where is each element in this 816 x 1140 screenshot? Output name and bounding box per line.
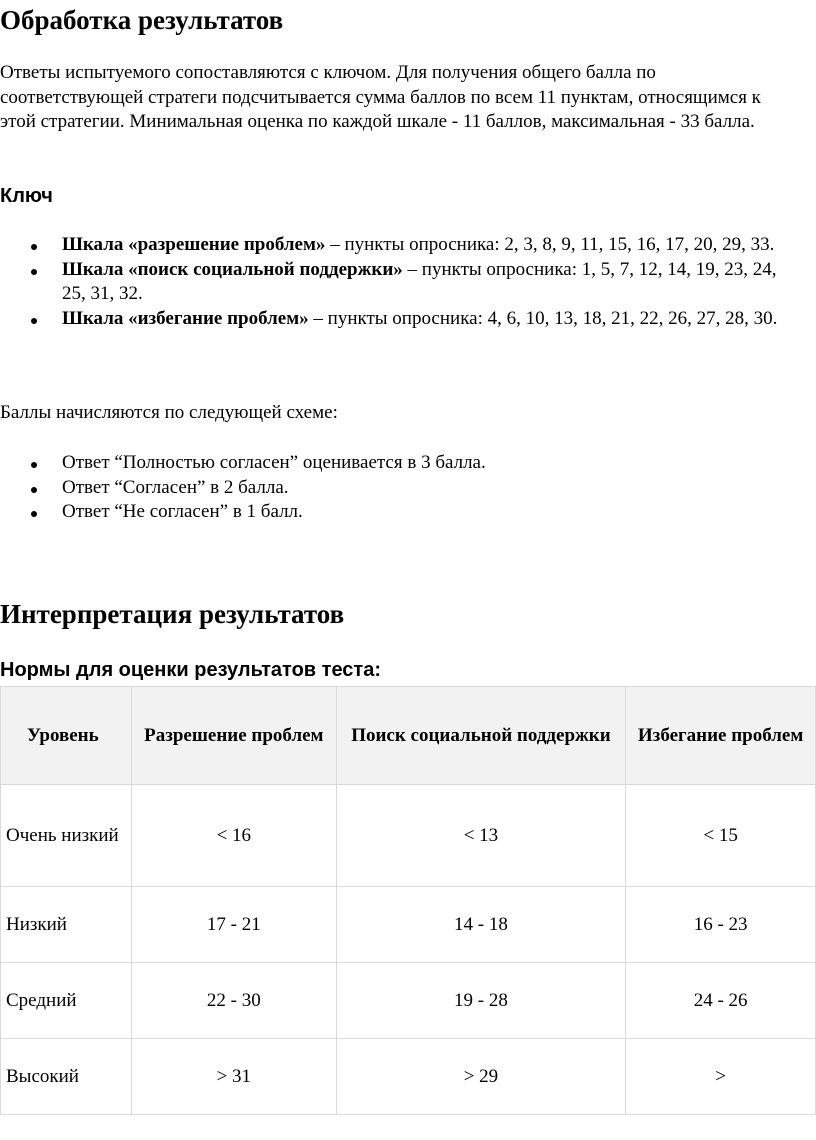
value-cell: 19 - 28 [336,963,626,1039]
scale-items: – пункты опросника: 2, 3, 8, 9, 11, 15, 16, 17, 20, 29, 33. [325,234,775,255]
value-cell: > 31 [131,1039,336,1115]
value-cell: < 16 [131,785,336,887]
value-cell: < 15 [626,785,816,887]
bullet-icon [31,462,37,468]
column-header-level: Уровень [1,687,132,785]
scale-name: Шкала «избегание проблем» [62,307,309,329]
level-cell: Очень низкий [1,785,132,887]
bullet-icon [31,511,37,517]
value-cell: > 29 [336,1039,626,1115]
bullet-icon [31,244,37,250]
scale-name: Шкала «разрешение проблем» [62,234,326,255]
scale-name: Шкала «поиск социальной поддержки» [62,258,403,280]
value-cell: 16 - 23 [626,887,816,963]
bullet-icon [31,487,37,493]
value-cell: 17 - 21 [131,887,336,963]
key-list-item [0,233,797,258]
key-list [0,233,816,331]
level-cell: Низкий [1,887,132,963]
scoring-list-item [0,500,797,525]
norms-heading: Нормы для оценки результатов теста: [0,659,382,681]
norms-table [0,686,816,1115]
processing-intro-paragraph: Ответы испытуемого сопоставляются с ключом. Для получения общего балла по соответствующей стратеги подсчитывается сумма баллов по всем 11 пунктам, относящимся к этой стратегии. Минимальная оценка по каждой шкале - 11 баллов, максимальная - 33 балла. [0,62,761,132]
value-cell: < 13 [336,785,626,887]
scoring-list [0,451,816,525]
value-cell: > [626,1039,816,1115]
table-row [1,887,816,963]
scoring-item-text: Ответ “Не согласен” в 1 балл. [62,501,303,522]
table-row [1,963,816,1039]
column-header-problem-solving: Разрешение проблем [131,687,336,785]
key-heading: Ключ [0,185,53,207]
table-header-row [1,687,816,785]
value-cell: 22 - 30 [131,963,336,1039]
bullet-icon [31,269,37,275]
scoring-list-item [0,451,797,476]
value-cell: 14 - 18 [336,887,626,963]
column-header-avoidance: Избегание проблем [626,687,816,785]
bullet-icon [31,318,37,324]
processing-heading: Обработка результатов [0,5,284,35]
level-cell: Средний [1,963,132,1039]
key-list-item [0,258,797,307]
table-row [1,1039,816,1115]
scoring-intro-paragraph: Баллы начисляются по следующей схеме: [0,402,338,423]
table-row [1,785,816,887]
scoring-item-text: Ответ “Полностью согласен” оценивается в 3 балла. [62,452,486,473]
level-cell: Высокий [1,1039,132,1115]
scale-items: – пункты опросника: 1, 5, 7, 12, 14, 19, 23, 24, 25, 31, 32. [62,258,777,304]
interpretation-heading: Интерпретация результатов [0,599,345,629]
scale-items: – пункты опросника: 4, 6, 10, 13, 18, 21, 22, 26, 27, 28, 30. [308,307,778,329]
column-header-social-support: Поиск социальной поддержки [336,687,626,785]
key-list-item [0,307,797,332]
scoring-list-item [0,476,797,501]
value-cell: 24 - 26 [626,963,816,1039]
scoring-item-text: Ответ “Согласен” в 2 балла. [62,476,289,498]
